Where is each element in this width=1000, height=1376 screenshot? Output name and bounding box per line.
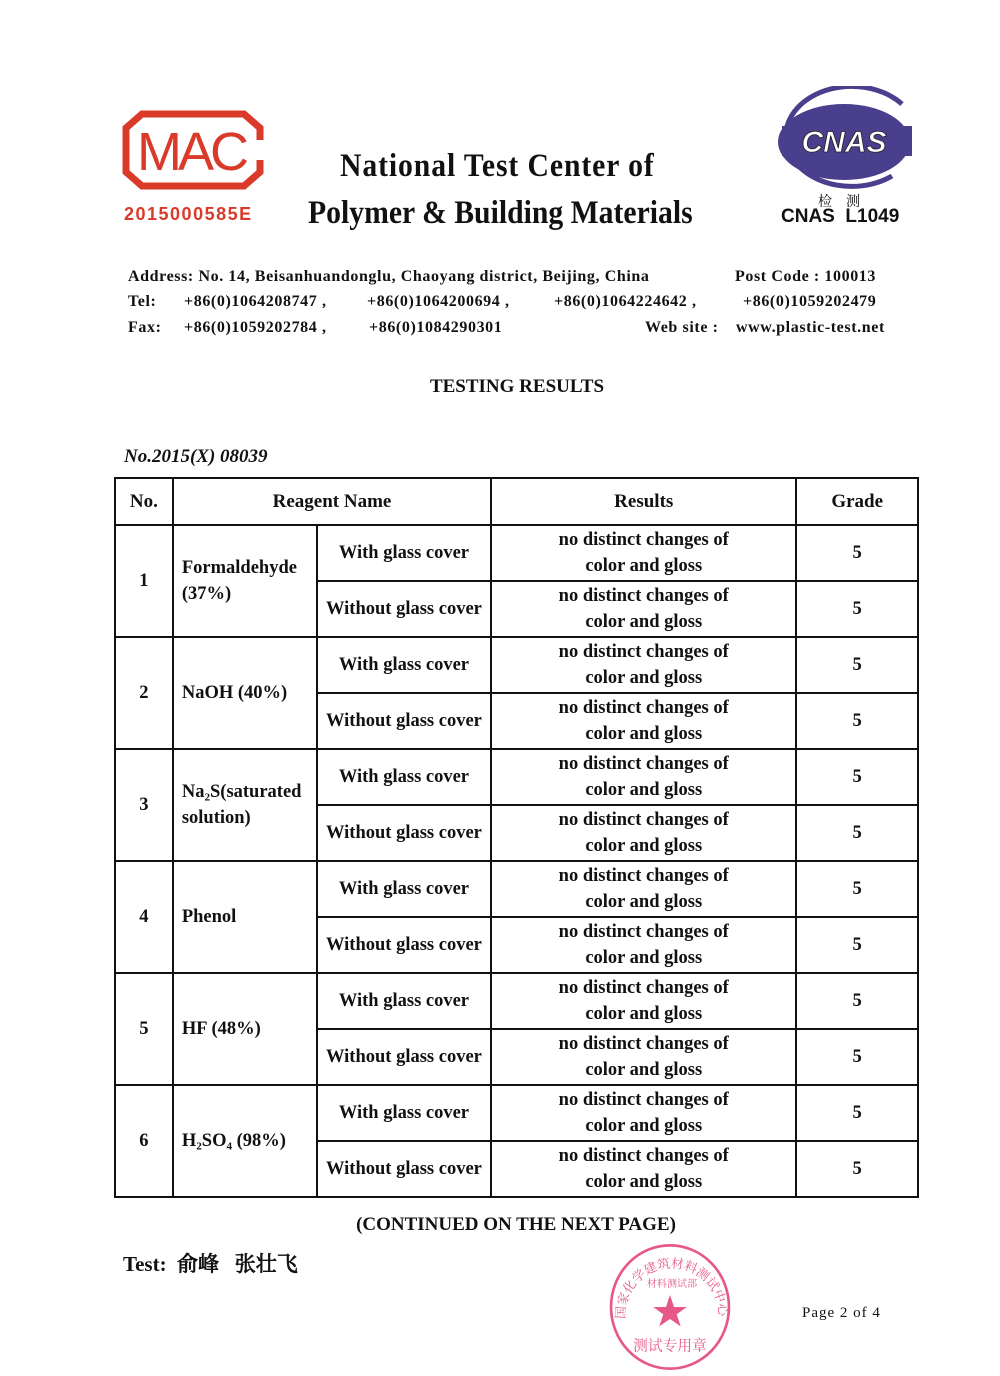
tel-label: Tel: [128,293,157,310]
test-condition: With glass cover [317,749,491,805]
grade: 5 [796,581,918,637]
svg-text:材料测试部: 材料测试部 [646,1278,698,1290]
svg-text:MAC: MAC [137,122,249,182]
header-grade: Grade [796,478,918,525]
row-number: 1 [115,525,173,637]
table-row [115,525,918,581]
test-result: no distinct changes of color and gloss [491,805,796,861]
header-reagent: Reagent Name [173,478,491,525]
row-number: 3 [115,749,173,861]
grade: 5 [796,917,918,973]
grade: 5 [796,805,918,861]
cma-logo [122,110,264,190]
report-number: No.2015(X) 08039 [124,446,268,467]
table-row [115,1085,918,1141]
org-title-line2: Polymer & Building Materials [308,195,693,231]
page-number: Page 2 of 4 [802,1305,881,1321]
test-condition: Without glass cover [317,581,491,637]
test-condition: With glass cover [317,1085,491,1141]
grade: 5 [796,693,918,749]
test-result: no distinct changes of color and gloss [491,1029,796,1085]
test-result: no distinct changes of color and gloss [491,693,796,749]
official-stamp [600,1240,740,1374]
tel-3: +86(0)1064224642 , [554,293,697,310]
grade: 5 [796,973,918,1029]
test-condition: Without glass cover [317,805,491,861]
table-row [115,973,918,1029]
test-result: no distinct changes of color and gloss [491,917,796,973]
cnas-chinese: 检测 [818,195,874,210]
header-results: Results [491,478,796,525]
address: Address: No. 14, Beisanhuandonglu, Chaoyang district, Beijing, China [128,268,650,285]
tel-4: +86(0)1059202479 [743,293,877,310]
grade: 5 [796,861,918,917]
test-condition: Without glass cover [317,1029,491,1085]
org-title-line1: National Test Center of [340,148,655,184]
reagent-name: NaOH (40%) [173,637,317,749]
fax-2: +86(0)1084290301 [369,319,503,336]
tel-2: +86(0)1064200694 , [367,293,510,310]
test-result: no distinct changes of color and gloss [491,1141,796,1197]
reagent-name: HF (48%) [173,973,317,1085]
test-result: no distinct changes of color and gloss [491,749,796,805]
test-condition: Without glass cover [317,693,491,749]
test-result: no distinct changes of color and gloss [491,861,796,917]
test-condition: With glass cover [317,525,491,581]
reagent-name: Phenol [173,861,317,973]
grade: 5 [796,1085,918,1141]
test-result: no distinct changes of color and gloss [491,1085,796,1141]
table-row [115,749,918,805]
test-result: no distinct changes of color and gloss [491,525,796,581]
fax-label: Fax: [128,319,162,336]
svg-text:测试专用章: 测试专用章 [633,1337,707,1355]
header-no: No. [115,478,173,525]
test-result: no distinct changes of color and gloss [491,637,796,693]
cnas-logo [772,86,917,196]
continued-note: (CONTINUED ON THE NEXT PAGE) [356,1214,676,1235]
test-condition: With glass cover [317,973,491,1029]
test-condition: Without glass cover [317,917,491,973]
test-result: no distinct changes of color and gloss [491,973,796,1029]
reagent-name: Formaldehyde (37%) [173,525,317,637]
grade: 5 [796,1141,918,1197]
website-label: Web site : [645,319,719,336]
test-condition: Without glass cover [317,1141,491,1197]
reagent-name: Na₂S(saturated solution) [173,749,317,861]
row-number: 6 [115,1085,173,1197]
test-condition: With glass cover [317,637,491,693]
grade: 5 [796,637,918,693]
svg-text:CNAS: CNAS [801,126,887,159]
website[interactable]: www.plastic-test.net [736,319,885,336]
reagent-name: H₂SO₄ (98%) [173,1085,317,1197]
row-number: 2 [115,637,173,749]
post-code: Post Code : 100013 [735,268,877,285]
cma-number: 2015000585E [124,204,253,224]
grade: 5 [796,749,918,805]
row-number: 4 [115,861,173,973]
fax-1: +86(0)1059202784 , [184,319,327,336]
results-table [114,477,919,1198]
document-title: TESTING RESULTS [429,376,605,397]
svg-text:国家化学建筑材料测试中心: 国家化学建筑材料测试中心 [613,1256,731,1320]
table-row [115,861,918,917]
row-number: 5 [115,973,173,1085]
tel-1: +86(0)1064208747 , [184,293,327,310]
table-row [115,637,918,693]
test-result: no distinct changes of color and gloss [491,581,796,637]
grade: 5 [796,1029,918,1085]
test-condition: With glass cover [317,861,491,917]
grade: 5 [796,525,918,581]
cnas-code: CNAS L1049 [781,206,900,227]
test-signature: Test: 俞峰 张壮飞 [123,1252,298,1276]
